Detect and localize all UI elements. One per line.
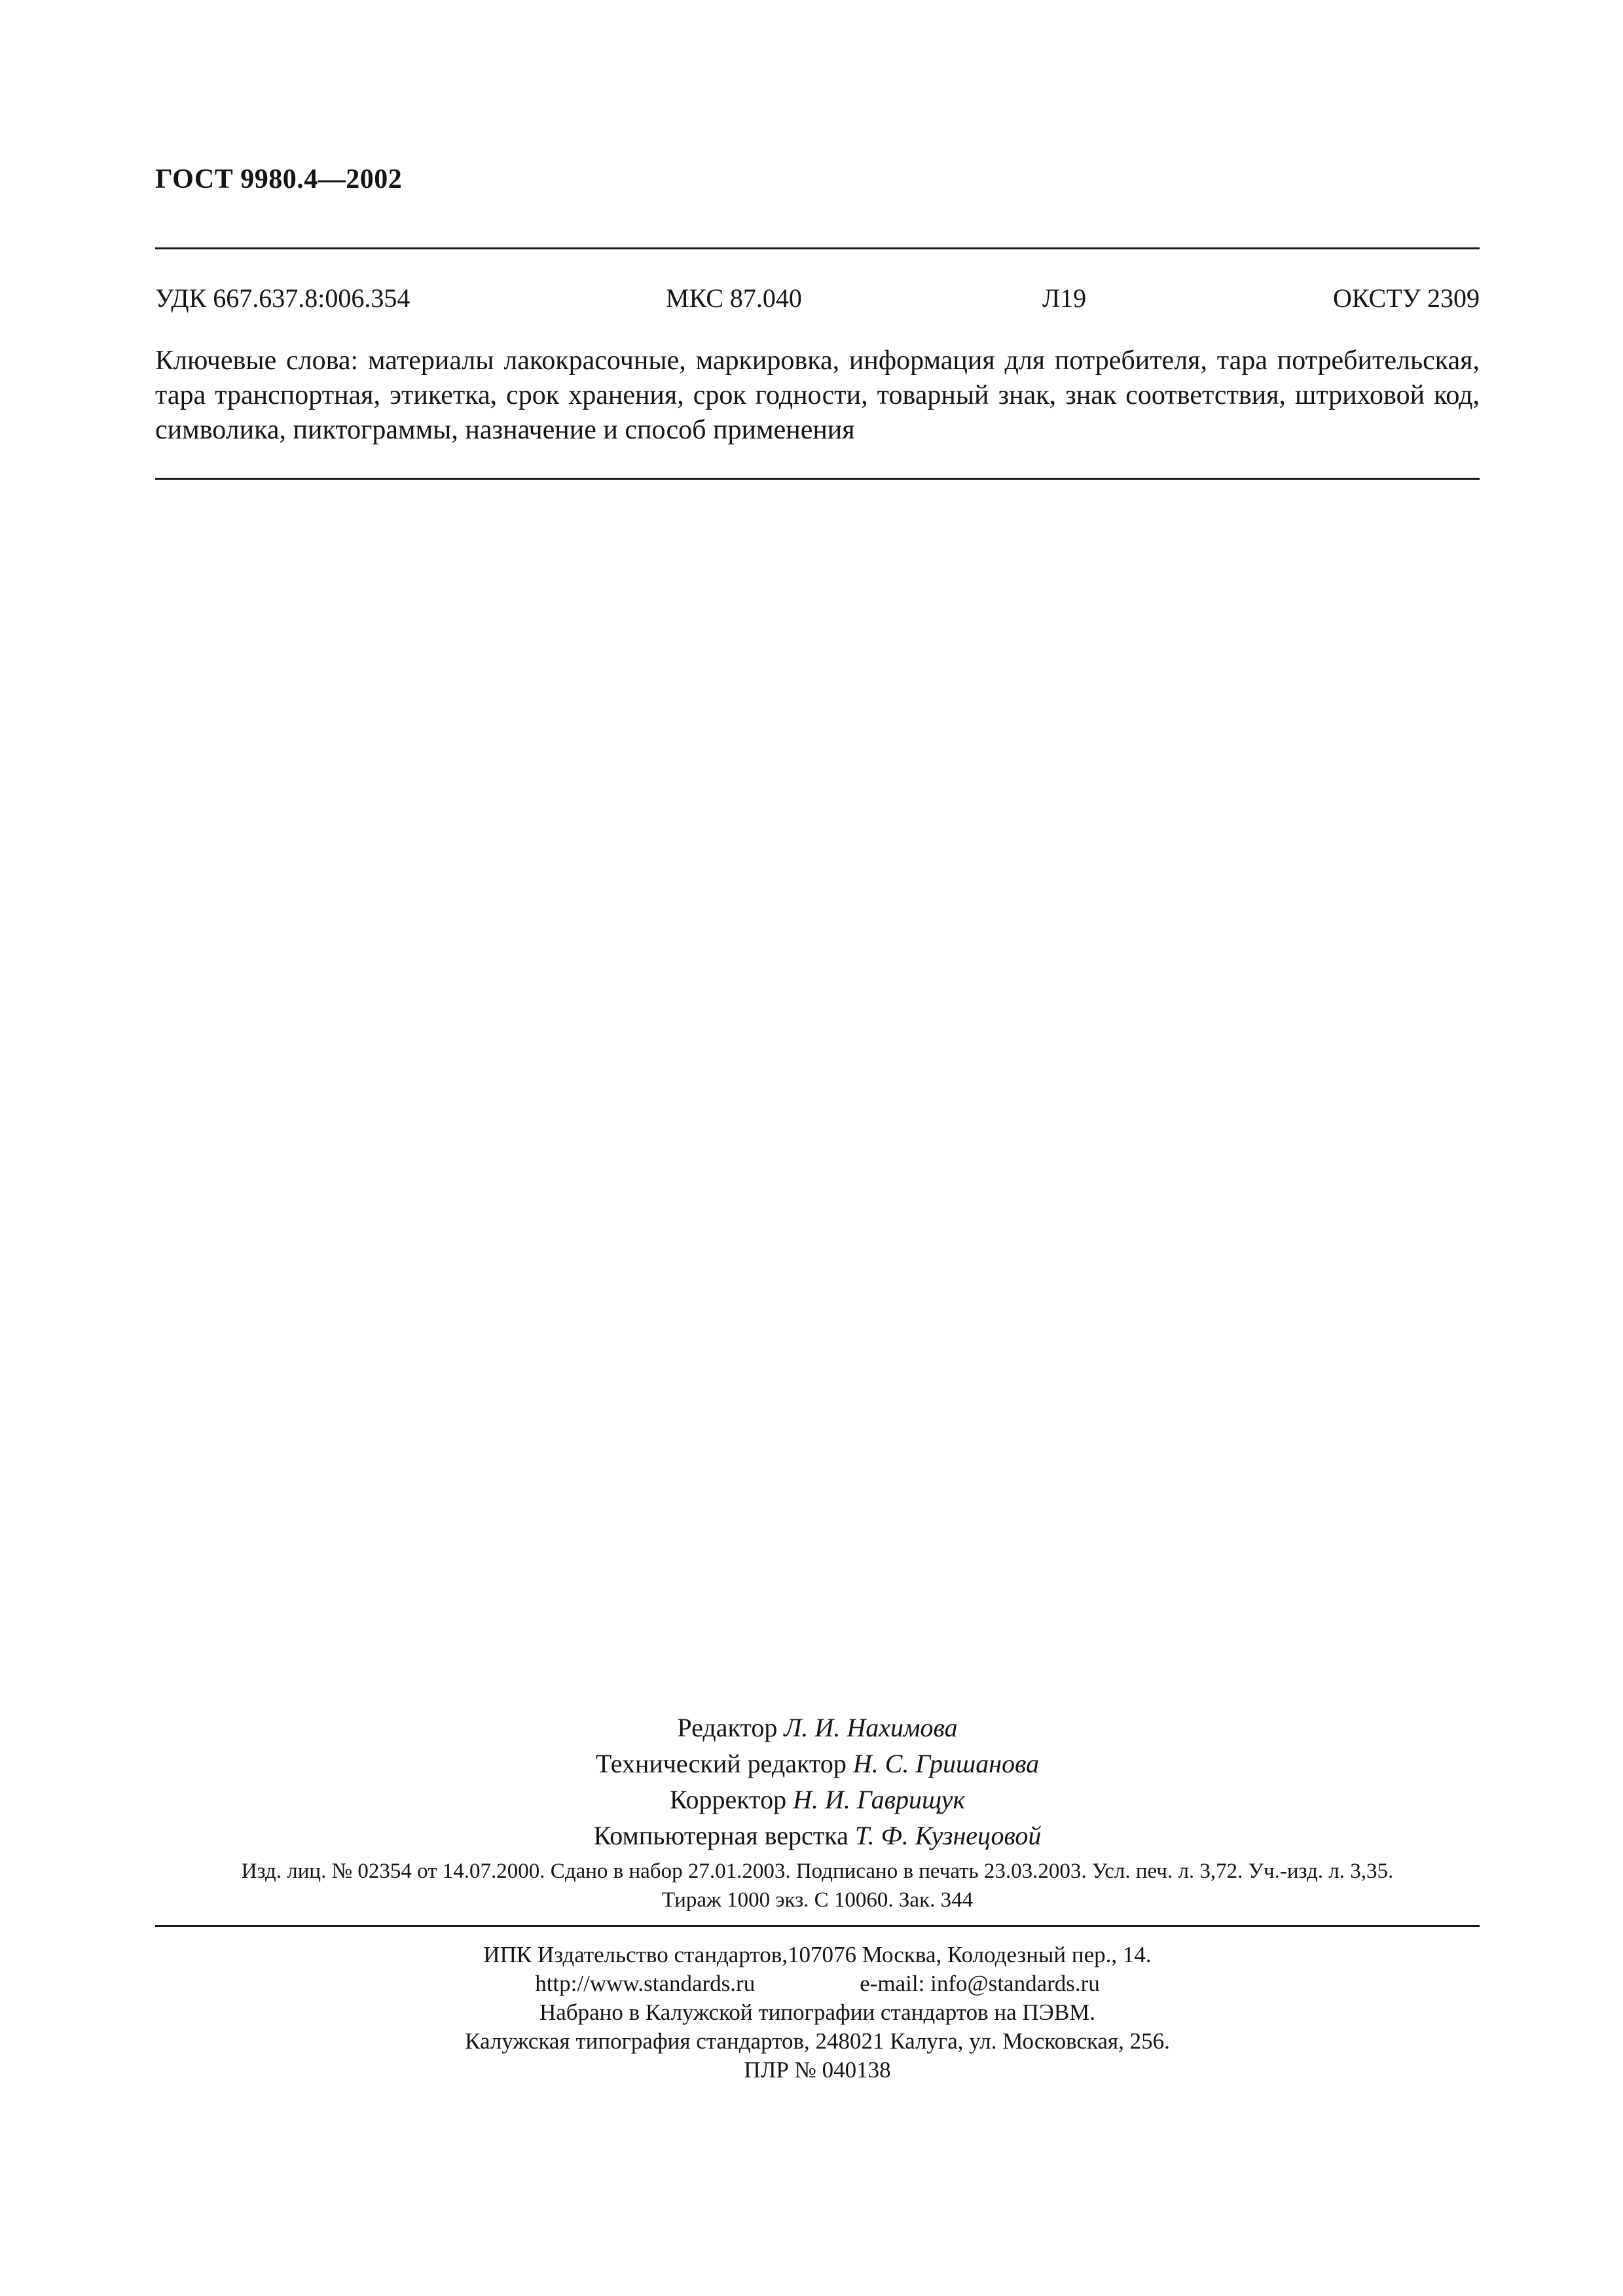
print-run-line: Тираж 1000 экз. С 10060. Зак. 344	[661, 1888, 974, 1912]
credit-editor	[155, 1710, 1480, 1746]
publisher-block	[155, 1941, 1480, 2085]
classification-codes	[155, 283, 1480, 322]
credit-role: Технический редактор	[595, 1749, 847, 1778]
udk-code: УДК 667.637.8:006.354	[155, 283, 410, 313]
credit-person: Н. С. Гришанова	[852, 1749, 1040, 1778]
plr-number: ПЛР № 040138	[744, 2057, 891, 2083]
credit-role: Редактор	[677, 1713, 778, 1742]
publisher-divider	[155, 1925, 1480, 1927]
credit-role: Корректор	[669, 1785, 787, 1814]
keywords-divider	[155, 478, 1480, 480]
typeset-note: Набрано в Калужской типографии стандартов на ПЭВМ.	[539, 2000, 1096, 2025]
keywords-paragraph: Ключевые слова: материалы лакокрасочные, маркировка, информация для потребителя, тара потребительская, тара транспортная, этикетка, срок хранения, срок годности, товарный знак, знак соответствия, штриховой код, символика, пиктограммы, назначение и способ применения	[155, 346, 1480, 445]
publisher-contacts	[155, 1969, 1480, 1998]
credit-person: Т. Ф. Кузнецовой	[854, 1821, 1042, 1850]
publisher-website[interactable]: http://www.standards.ru	[535, 1971, 756, 1996]
credit-proofreader	[155, 1782, 1480, 1818]
print-info	[155, 1857, 1480, 1914]
printer-address: Калужская типография стандартов, 248021 Калуга, ул. Московская, 256.	[465, 2028, 1170, 2054]
oksty-code: ОКСТУ 2309	[1332, 283, 1480, 313]
credits-block	[155, 1710, 1480, 1854]
mks-code: МКС 87.040	[666, 283, 802, 313]
top-divider	[155, 247, 1480, 249]
publisher-address: ИПК Издательство стандартов,107076 Москва, Колодезный пер., 14.	[483, 1942, 1152, 1967]
credit-role: Компьютерная верстка	[593, 1821, 848, 1850]
standard-id: ГОСТ 9980.4—2002	[155, 164, 403, 194]
credit-layout	[155, 1818, 1480, 1854]
credit-tech-editor	[155, 1746, 1480, 1782]
credit-person: Л. И. Нахимова	[784, 1713, 958, 1742]
publisher-email[interactable]: e-mail: info@standards.ru	[860, 1971, 1100, 1996]
credit-person: Н. И. Гаврищук	[793, 1785, 966, 1814]
l-code: Л19	[1042, 283, 1087, 313]
print-info-line: Изд. лиц. № 02354 от 14.07.2000. Сдано в набор 27.01.2003. Подписано в печать 23.03.2003. Усл. печ. л. 3,72. Уч.-изд. л. 3,35.	[241, 1859, 1394, 1883]
